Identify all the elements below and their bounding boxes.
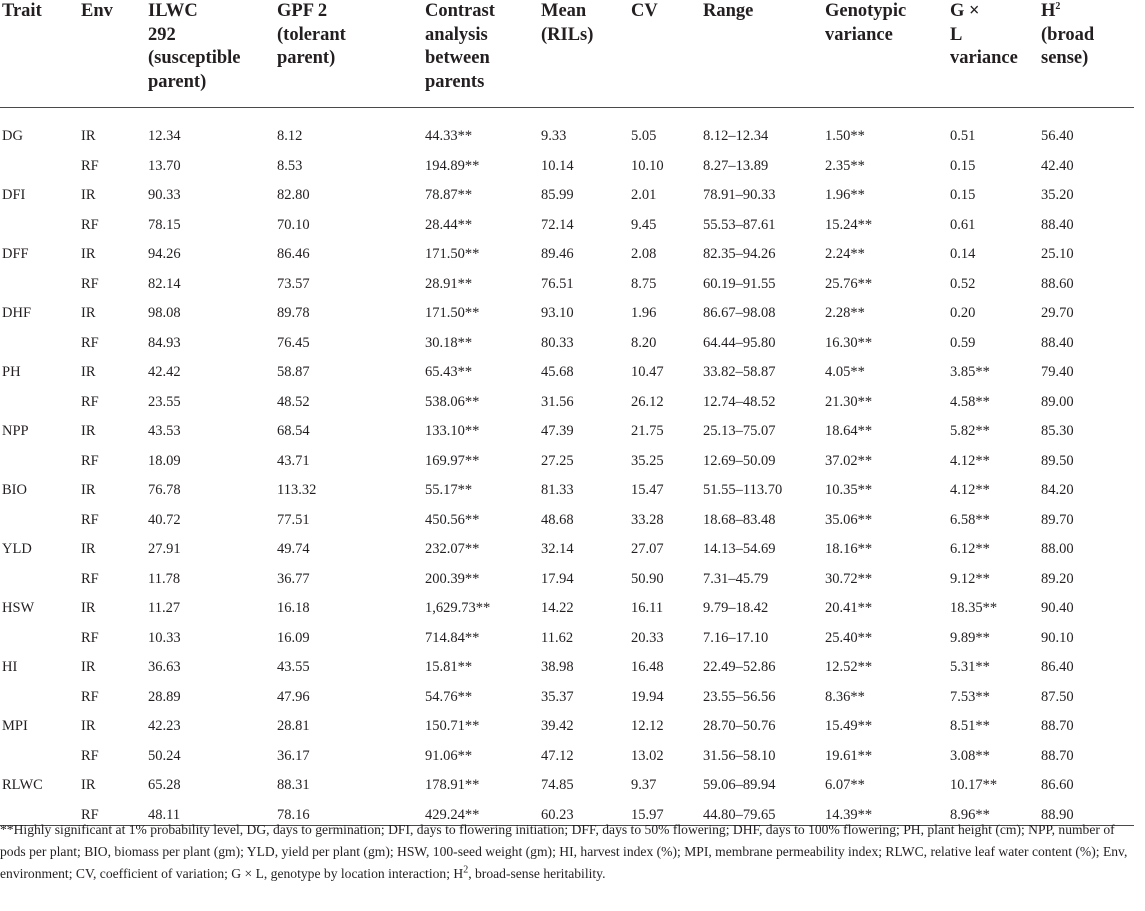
cell-ilwc292: 42.42 bbox=[148, 364, 181, 380]
cell-cv: 9.37 bbox=[631, 777, 657, 793]
cell-mean: 39.42 bbox=[541, 718, 574, 734]
cell-cv: 1.96 bbox=[631, 305, 657, 321]
cell-heritability: 89.70 bbox=[1041, 511, 1074, 528]
cell-ilwc292: 94.26 bbox=[148, 246, 181, 262]
cell-gpf2: 16.09 bbox=[277, 629, 310, 646]
cell-cv: 10.10 bbox=[631, 157, 664, 174]
column-header-cv bbox=[631, 0, 658, 24]
cell-genotypic-variance: 2.35** bbox=[825, 157, 865, 174]
cell-env: RF bbox=[81, 629, 99, 646]
column-header-contrast bbox=[425, 0, 495, 94]
cell-range: 8.27–13.89 bbox=[703, 157, 769, 174]
cell-cv: 16.11 bbox=[631, 600, 664, 616]
cell-gxl-variance: 0.15 bbox=[950, 157, 976, 174]
cell-ilwc292: 40.72 bbox=[148, 511, 181, 528]
cell-range: 7.16–17.10 bbox=[703, 629, 769, 646]
cell-gxl-variance: 0.51 bbox=[950, 128, 976, 144]
cell-range: 14.13–54.69 bbox=[703, 541, 776, 557]
cell-gxl-variance: 4.12** bbox=[950, 452, 990, 469]
column-header-text: CV bbox=[631, 1, 658, 21]
cell-contrast: 200.39** bbox=[425, 570, 480, 587]
cell-heritability: 84.20 bbox=[1041, 482, 1074, 498]
cell-gpf2: 16.18 bbox=[277, 600, 310, 616]
cell-contrast: 78.87** bbox=[425, 187, 473, 203]
cell-mean: 48.68 bbox=[541, 511, 574, 528]
cell-range: 59.06–89.94 bbox=[703, 777, 776, 793]
cell-contrast: 54.76** bbox=[425, 688, 473, 705]
cell-ilwc292: 90.33 bbox=[148, 187, 181, 203]
footnote-text: **Highly significant at 1% probability level, DG, days to germination; DFI, days to flowering initiation; DFF, days to 50% flowering; DHF, days to 100% flowering; PH, plant height (cm); NPP, number of pods per plant; BIO, biomass per plant (gm); YLD, yield per plant (gm); HSW, 100-seed weight (gm); HI, harvest index (%); MPI, membrane permeability index; RLWC, relative leaf water content (%); Env, environment; CV, coefficient of variation; G × L, genotype by location interaction; H bbox=[0, 822, 1128, 881]
cell-gpf2: 68.54 bbox=[277, 423, 310, 439]
cell-mean: 89.46 bbox=[541, 246, 574, 262]
cell-gxl-variance: 9.89** bbox=[950, 629, 990, 646]
cell-env: RF bbox=[81, 452, 99, 469]
column-header-text: G × L variance bbox=[950, 1, 1018, 68]
cell-contrast: 15.81** bbox=[425, 659, 473, 675]
cell-gxl-variance: 5.82** bbox=[950, 423, 990, 439]
cell-contrast: 28.91** bbox=[425, 275, 473, 292]
cell-contrast: 65.43** bbox=[425, 364, 473, 380]
cell-ilwc292: 11.78 bbox=[148, 570, 181, 587]
cell-ilwc292: 76.78 bbox=[148, 482, 181, 498]
cell-mean: 93.10 bbox=[541, 305, 574, 321]
cell-range: 8.12–12.34 bbox=[703, 128, 769, 144]
cell-genotypic-variance: 10.35** bbox=[825, 482, 873, 498]
cell-trait: DG bbox=[2, 128, 23, 144]
cell-range: 55.53–87.61 bbox=[703, 216, 776, 233]
cell-ilwc292: 78.15 bbox=[148, 216, 181, 233]
cell-gxl-variance: 8.96** bbox=[950, 806, 990, 823]
cell-env: RF bbox=[81, 570, 99, 587]
cell-cv: 35.25 bbox=[631, 452, 664, 469]
cell-contrast: 714.84** bbox=[425, 629, 480, 646]
cell-gpf2: 89.78 bbox=[277, 305, 310, 321]
column-header-superscript: 2 bbox=[1055, 0, 1061, 12]
cell-heritability: 56.40 bbox=[1041, 128, 1074, 144]
cell-gxl-variance: 4.12** bbox=[950, 482, 990, 498]
cell-ilwc292: 82.14 bbox=[148, 275, 181, 292]
cell-genotypic-variance: 12.52** bbox=[825, 659, 873, 675]
cell-env: RF bbox=[81, 747, 99, 764]
cell-mean: 47.39 bbox=[541, 423, 574, 439]
cell-genotypic-variance: 6.07** bbox=[825, 777, 865, 793]
cell-env: IR bbox=[81, 541, 96, 557]
cell-cv: 27.07 bbox=[631, 541, 664, 557]
cell-contrast: 30.18** bbox=[425, 334, 473, 351]
cell-gxl-variance: 3.85** bbox=[950, 364, 990, 380]
footnote-superscript: 2 bbox=[463, 864, 469, 876]
column-header-text: Env bbox=[81, 1, 113, 21]
cell-gxl-variance: 7.53** bbox=[950, 688, 990, 705]
cell-range: 12.74–48.52 bbox=[703, 393, 776, 410]
cell-gpf2: 8.12 bbox=[277, 128, 303, 144]
cell-trait: DFF bbox=[2, 246, 29, 262]
cell-heritability: 25.10 bbox=[1041, 246, 1074, 262]
cell-genotypic-variance: 37.02** bbox=[825, 452, 873, 469]
cell-heritability: 90.40 bbox=[1041, 600, 1074, 616]
cell-range: 31.56–58.10 bbox=[703, 747, 776, 764]
cell-ilwc292: 13.70 bbox=[148, 157, 181, 174]
cell-cv: 12.12 bbox=[631, 718, 664, 734]
cell-range: 25.13–75.07 bbox=[703, 423, 776, 439]
cell-gxl-variance: 10.17** bbox=[950, 777, 998, 793]
cell-heritability: 29.70 bbox=[1041, 305, 1074, 321]
cell-env: RF bbox=[81, 157, 99, 174]
cell-mean: 47.12 bbox=[541, 747, 574, 764]
cell-cv: 8.20 bbox=[631, 334, 657, 351]
cell-gxl-variance: 9.12** bbox=[950, 570, 990, 587]
cell-gxl-variance: 0.15 bbox=[950, 187, 976, 203]
cell-mean: 81.33 bbox=[541, 482, 574, 498]
cell-genotypic-variance: 2.28** bbox=[825, 305, 865, 321]
column-header-mean bbox=[541, 0, 593, 47]
cell-genotypic-variance: 14.39** bbox=[825, 806, 873, 823]
column-header-text: Genotypic variance bbox=[825, 1, 907, 45]
cell-range: 60.19–91.55 bbox=[703, 275, 776, 292]
cell-ilwc292: 42.23 bbox=[148, 718, 181, 734]
column-header-text: GPF 2 (tolerant parent) bbox=[277, 1, 346, 68]
cell-genotypic-variance: 21.30** bbox=[825, 393, 873, 410]
cell-contrast: 133.10** bbox=[425, 423, 480, 439]
cell-range: 18.68–83.48 bbox=[703, 511, 776, 528]
cell-contrast: 171.50** bbox=[425, 305, 480, 321]
cell-heritability: 42.40 bbox=[1041, 157, 1074, 174]
cell-mean: 72.14 bbox=[541, 216, 574, 233]
cell-mean: 74.85 bbox=[541, 777, 574, 793]
cell-ilwc292: 10.33 bbox=[148, 629, 181, 646]
cell-contrast: 1,629.73** bbox=[425, 600, 491, 616]
cell-gpf2: 47.96 bbox=[277, 688, 310, 705]
cell-genotypic-variance: 15.49** bbox=[825, 718, 873, 734]
cell-range: 33.82–58.87 bbox=[703, 364, 776, 380]
cell-cv: 15.47 bbox=[631, 482, 664, 498]
cell-cv: 33.28 bbox=[631, 511, 664, 528]
cell-cv: 10.47 bbox=[631, 364, 664, 380]
cell-gpf2: 78.16 bbox=[277, 806, 310, 823]
cell-genotypic-variance: 4.05** bbox=[825, 364, 865, 380]
cell-env: IR bbox=[81, 187, 96, 203]
cell-genotypic-variance: 1.96** bbox=[825, 187, 865, 203]
cell-heritability: 35.20 bbox=[1041, 187, 1074, 203]
cell-gxl-variance: 18.35** bbox=[950, 600, 998, 616]
cell-gpf2: 77.51 bbox=[277, 511, 310, 528]
cell-env: RF bbox=[81, 511, 99, 528]
cell-range: 7.31–45.79 bbox=[703, 570, 769, 587]
cell-env: IR bbox=[81, 482, 96, 498]
cell-env: RF bbox=[81, 216, 99, 233]
cell-gpf2: 76.45 bbox=[277, 334, 310, 351]
cell-gpf2: 88.31 bbox=[277, 777, 310, 793]
cell-range: 12.69–50.09 bbox=[703, 452, 776, 469]
cell-cv: 2.01 bbox=[631, 187, 657, 203]
cell-env: IR bbox=[81, 423, 96, 439]
cell-cv: 15.97 bbox=[631, 806, 664, 823]
cell-range: 28.70–50.76 bbox=[703, 718, 776, 734]
cell-genotypic-variance: 35.06** bbox=[825, 511, 873, 528]
cell-genotypic-variance: 18.64** bbox=[825, 423, 873, 439]
cell-mean: 11.62 bbox=[541, 629, 574, 646]
cell-trait: PH bbox=[2, 364, 21, 380]
cell-trait: BIO bbox=[2, 482, 27, 498]
cell-range: 86.67–98.08 bbox=[703, 305, 776, 321]
cell-gpf2: 28.81 bbox=[277, 718, 310, 734]
cell-env: RF bbox=[81, 688, 99, 705]
column-header-genotypic-variance bbox=[825, 0, 906, 47]
cell-genotypic-variance: 30.72** bbox=[825, 570, 873, 587]
cell-heritability: 86.60 bbox=[1041, 777, 1074, 793]
cell-contrast: 178.91** bbox=[425, 777, 480, 793]
cell-gpf2: 86.46 bbox=[277, 246, 310, 262]
cell-contrast: 429.24** bbox=[425, 806, 480, 823]
cell-genotypic-variance: 2.24** bbox=[825, 246, 865, 262]
cell-gxl-variance: 0.14 bbox=[950, 246, 976, 262]
cell-trait: DFI bbox=[2, 187, 26, 203]
cell-range: 22.49–52.86 bbox=[703, 659, 776, 675]
cell-cv: 20.33 bbox=[631, 629, 664, 646]
cell-env: IR bbox=[81, 777, 96, 793]
cell-env: IR bbox=[81, 364, 96, 380]
cell-ilwc292: 28.89 bbox=[148, 688, 181, 705]
cell-env: IR bbox=[81, 305, 96, 321]
cell-genotypic-variance: 20.41** bbox=[825, 600, 873, 616]
cell-trait: DHF bbox=[2, 305, 32, 321]
column-header-text: Range bbox=[703, 1, 754, 21]
column-header-gpf2 bbox=[277, 0, 346, 71]
cell-mean: 10.14 bbox=[541, 157, 574, 174]
cell-contrast: 232.07** bbox=[425, 541, 480, 557]
cell-heritability: 79.40 bbox=[1041, 364, 1074, 380]
cell-heritability: 88.40 bbox=[1041, 216, 1074, 233]
cell-contrast: 169.97** bbox=[425, 452, 480, 469]
cell-trait: YLD bbox=[2, 541, 32, 557]
cell-gxl-variance: 0.59 bbox=[950, 334, 976, 351]
cell-heritability: 89.50 bbox=[1041, 452, 1074, 469]
cell-ilwc292: 65.28 bbox=[148, 777, 181, 793]
cell-range: 64.44–95.80 bbox=[703, 334, 776, 351]
cell-mean: 9.33 bbox=[541, 128, 567, 144]
cell-genotypic-variance: 19.61** bbox=[825, 747, 873, 764]
cell-heritability: 88.40 bbox=[1041, 334, 1074, 351]
cell-genotypic-variance: 25.40** bbox=[825, 629, 873, 646]
cell-cv: 9.45 bbox=[631, 216, 657, 233]
cell-ilwc292: 98.08 bbox=[148, 305, 181, 321]
cell-gpf2: 58.87 bbox=[277, 364, 310, 380]
cell-mean: 14.22 bbox=[541, 600, 574, 616]
cell-env: IR bbox=[81, 246, 96, 262]
cell-gpf2: 113.32 bbox=[277, 482, 317, 498]
cell-gxl-variance: 6.58** bbox=[950, 511, 990, 528]
cell-trait: MPI bbox=[2, 718, 28, 734]
cell-gpf2: 48.52 bbox=[277, 393, 310, 410]
table-footnote bbox=[0, 819, 1134, 885]
cell-gpf2: 49.74 bbox=[277, 541, 310, 557]
cell-range: 44.80–79.65 bbox=[703, 806, 776, 823]
cell-mean: 85.99 bbox=[541, 187, 574, 203]
cell-env: IR bbox=[81, 600, 96, 616]
cell-gpf2: 82.80 bbox=[277, 187, 310, 203]
cell-heritability: 87.50 bbox=[1041, 688, 1074, 705]
cell-genotypic-variance: 1.50** bbox=[825, 128, 865, 144]
footnote-text-end: , broad-sense heritability. bbox=[468, 866, 606, 881]
column-header-ilwc292 bbox=[148, 0, 241, 94]
cell-heritability: 89.20 bbox=[1041, 570, 1074, 587]
cell-heritability: 89.00 bbox=[1041, 393, 1074, 410]
cell-gpf2: 43.55 bbox=[277, 659, 310, 675]
cell-gpf2: 8.53 bbox=[277, 157, 303, 174]
cell-gpf2: 70.10 bbox=[277, 216, 310, 233]
cell-range: 9.79–18.42 bbox=[703, 600, 769, 616]
cell-gxl-variance: 4.58** bbox=[950, 393, 990, 410]
cell-cv: 50.90 bbox=[631, 570, 664, 587]
cell-ilwc292: 18.09 bbox=[148, 452, 181, 469]
cell-contrast: 44.33** bbox=[425, 128, 473, 144]
cell-mean: 31.56 bbox=[541, 393, 574, 410]
cell-contrast: 55.17** bbox=[425, 482, 473, 498]
cell-contrast: 171.50** bbox=[425, 246, 480, 262]
cell-trait: RLWC bbox=[2, 777, 43, 793]
cell-mean: 35.37 bbox=[541, 688, 574, 705]
cell-trait: NPP bbox=[2, 423, 29, 439]
cell-env: IR bbox=[81, 718, 96, 734]
cell-ilwc292: 27.91 bbox=[148, 541, 181, 557]
cell-ilwc292: 48.11 bbox=[148, 806, 181, 823]
cell-gpf2: 36.77 bbox=[277, 570, 310, 587]
cell-ilwc292: 43.53 bbox=[148, 423, 181, 439]
cell-heritability: 88.70 bbox=[1041, 718, 1074, 734]
cell-mean: 76.51 bbox=[541, 275, 574, 292]
cell-cv: 16.48 bbox=[631, 659, 664, 675]
cell-gxl-variance: 0.61 bbox=[950, 216, 976, 233]
cell-env: RF bbox=[81, 275, 99, 292]
cell-cv: 26.12 bbox=[631, 393, 664, 410]
cell-cv: 13.02 bbox=[631, 747, 664, 764]
cell-range: 78.91–90.33 bbox=[703, 187, 776, 203]
cell-gxl-variance: 0.52 bbox=[950, 275, 976, 292]
cell-heritability: 88.90 bbox=[1041, 806, 1074, 823]
header-top-rule bbox=[0, 107, 1134, 108]
cell-genotypic-variance: 8.36** bbox=[825, 688, 865, 705]
cell-ilwc292: 50.24 bbox=[148, 747, 181, 764]
cell-mean: 45.68 bbox=[541, 364, 574, 380]
cell-gpf2: 36.17 bbox=[277, 747, 310, 764]
column-header-text-rest: (broad sense) bbox=[1041, 24, 1095, 68]
cell-trait: HSW bbox=[2, 600, 35, 616]
cell-ilwc292: 11.27 bbox=[148, 600, 181, 616]
cell-mean: 17.94 bbox=[541, 570, 574, 587]
column-header-heritability bbox=[1041, 0, 1094, 71]
cell-contrast: 538.06** bbox=[425, 393, 480, 410]
cell-range: 51.55–113.70 bbox=[703, 482, 783, 498]
column-header-range bbox=[703, 0, 753, 24]
cell-mean: 38.98 bbox=[541, 659, 574, 675]
column-header-text: Mean (RILs) bbox=[541, 1, 594, 45]
cell-contrast: 450.56** bbox=[425, 511, 480, 528]
cell-heritability: 88.00 bbox=[1041, 541, 1074, 557]
cell-gxl-variance: 5.31** bbox=[950, 659, 990, 675]
cell-cv: 8.75 bbox=[631, 275, 657, 292]
cell-heritability: 86.40 bbox=[1041, 659, 1074, 675]
cell-gpf2: 43.71 bbox=[277, 452, 310, 469]
column-header-trait bbox=[2, 0, 42, 24]
cell-heritability: 88.60 bbox=[1041, 275, 1074, 292]
cell-ilwc292: 84.93 bbox=[148, 334, 181, 351]
cell-mean: 80.33 bbox=[541, 334, 574, 351]
column-header-text: Contrast analysis between parents bbox=[425, 1, 495, 92]
cell-mean: 27.25 bbox=[541, 452, 574, 469]
cell-range: 82.35–94.26 bbox=[703, 246, 776, 262]
cell-mean: 32.14 bbox=[541, 541, 574, 557]
cell-gxl-variance: 8.51** bbox=[950, 718, 990, 734]
cell-env: RF bbox=[81, 334, 99, 351]
cell-genotypic-variance: 18.16** bbox=[825, 541, 873, 557]
cell-env: IR bbox=[81, 659, 96, 675]
cell-env: RF bbox=[81, 806, 99, 823]
cell-contrast: 194.89** bbox=[425, 157, 480, 174]
column-header-gxl-variance bbox=[950, 0, 1018, 71]
cell-contrast: 91.06** bbox=[425, 747, 473, 764]
cell-gxl-variance: 3.08** bbox=[950, 747, 990, 764]
cell-genotypic-variance: 16.30** bbox=[825, 334, 873, 351]
cell-gxl-variance: 6.12** bbox=[950, 541, 990, 557]
cell-genotypic-variance: 25.76** bbox=[825, 275, 873, 292]
column-header-env bbox=[81, 0, 113, 24]
column-header-text: H bbox=[1041, 1, 1056, 21]
cell-cv: 19.94 bbox=[631, 688, 664, 705]
cell-contrast: 28.44** bbox=[425, 216, 473, 233]
cell-gxl-variance: 0.20 bbox=[950, 305, 976, 321]
cell-ilwc292: 12.34 bbox=[148, 128, 181, 144]
cell-env: RF bbox=[81, 393, 99, 410]
cell-contrast: 150.71** bbox=[425, 718, 480, 734]
column-header-text: Trait bbox=[2, 1, 42, 21]
column-header-text: ILWC 292 (susceptible parent) bbox=[148, 1, 241, 92]
cell-trait: HI bbox=[2, 659, 18, 675]
cell-mean: 60.23 bbox=[541, 806, 574, 823]
cell-ilwc292: 36.63 bbox=[148, 659, 181, 675]
cell-cv: 2.08 bbox=[631, 246, 657, 262]
cell-cv: 5.05 bbox=[631, 128, 657, 144]
cell-ilwc292: 23.55 bbox=[148, 393, 181, 410]
cell-heritability: 85.30 bbox=[1041, 423, 1074, 439]
cell-genotypic-variance: 15.24** bbox=[825, 216, 873, 233]
cell-cv: 21.75 bbox=[631, 423, 664, 439]
cell-heritability: 88.70 bbox=[1041, 747, 1074, 764]
cell-heritability: 90.10 bbox=[1041, 629, 1074, 646]
cell-gpf2: 73.57 bbox=[277, 275, 310, 292]
cell-range: 23.55–56.56 bbox=[703, 688, 776, 705]
cell-env: IR bbox=[81, 128, 96, 144]
